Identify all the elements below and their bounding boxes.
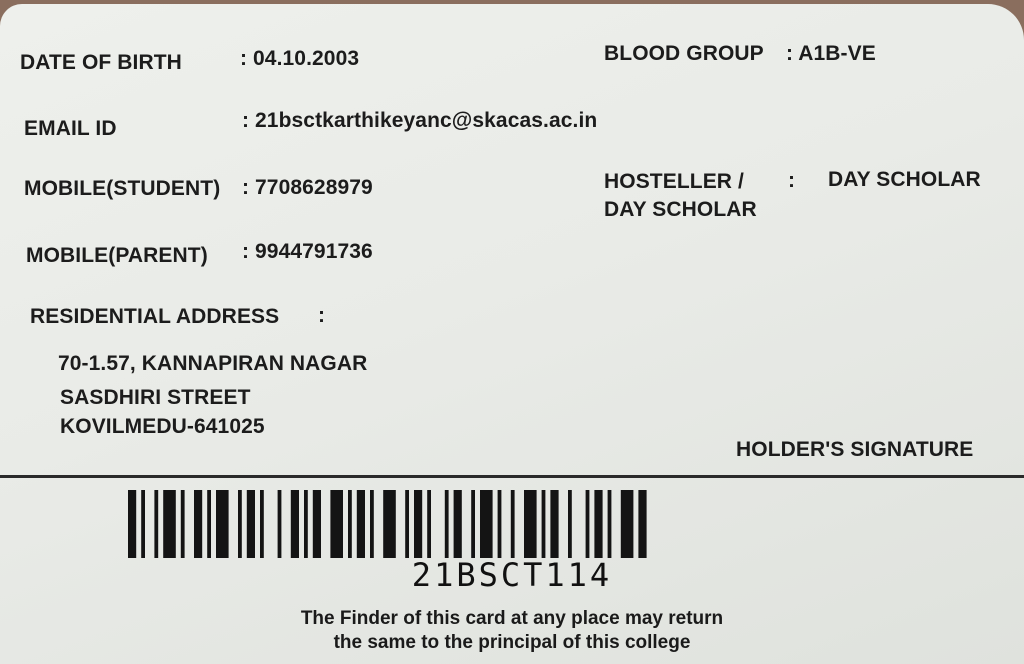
barcode-bar	[621, 490, 634, 558]
barcode-bar	[304, 490, 308, 558]
address-label: RESIDENTIAL ADDRESS	[30, 305, 280, 328]
barcode-bar	[194, 490, 202, 558]
address-colon: :	[318, 304, 326, 327]
barcode	[128, 490, 908, 558]
email-value: : 21bsctkarthikeyanc@skacas.ac.in	[242, 109, 598, 132]
hosteller-colon: :	[788, 169, 796, 192]
finder-notice-line2: the same to the principal of this college	[333, 632, 691, 653]
email-label: EMAIL ID	[24, 117, 117, 140]
id-card-back	[0, 4, 1024, 664]
barcode-bar	[278, 490, 282, 558]
barcode-bar	[550, 490, 558, 558]
barcode-bar	[238, 490, 242, 558]
blood-group-label: BLOOD GROUP	[604, 42, 764, 65]
hosteller-value: DAY SCHOLAR	[828, 168, 981, 191]
barcode-bar	[128, 490, 136, 558]
barcode-bar	[260, 490, 264, 558]
barcode-bar	[480, 490, 493, 558]
barcode-bar	[638, 490, 646, 558]
barcode-bar	[405, 490, 409, 558]
barcode-bar	[608, 490, 612, 558]
divider-line	[0, 475, 1024, 478]
barcode-bar	[247, 490, 255, 558]
barcode-bar	[348, 490, 352, 558]
barcode-bar	[313, 490, 321, 558]
barcode-bar	[141, 490, 145, 558]
barcode-bar	[414, 490, 422, 558]
barcode-bar	[357, 490, 365, 558]
barcode-bar	[471, 490, 475, 558]
barcode-bar	[568, 490, 572, 558]
mobile-parent-value: : 9944791736	[242, 240, 373, 263]
barcode-bar	[207, 490, 211, 558]
barcode-bar	[454, 490, 462, 558]
barcode-bar	[445, 490, 449, 558]
barcode-bar	[427, 490, 431, 558]
barcode-bar	[383, 490, 396, 558]
mobile-parent-label: MOBILE(PARENT)	[26, 244, 208, 267]
barcode-bar	[154, 490, 158, 558]
barcode-number: 21BSCT114	[411, 556, 613, 594]
barcode-bar	[330, 490, 343, 558]
holder-signature-label: HOLDER'S SIGNATURE	[736, 438, 974, 461]
barcode-bar	[370, 490, 374, 558]
address-line: SASDHIRI STREET	[60, 386, 251, 409]
dob-value: : 04.10.2003	[240, 47, 360, 70]
barcode-bar	[524, 490, 537, 558]
barcode-bar	[216, 490, 229, 558]
hosteller-label-line2: DAY SCHOLAR	[604, 198, 757, 221]
barcode-bar	[498, 490, 502, 558]
blood-group-value: : A1B-VE	[786, 42, 876, 65]
hosteller-label-line1: HOSTELLER /	[604, 170, 744, 193]
barcode-bar	[181, 490, 185, 558]
barcode-bar	[291, 490, 299, 558]
barcode-bar	[511, 490, 515, 558]
barcode-bar	[594, 490, 602, 558]
barcode-bar	[542, 490, 546, 558]
address-line: KOVILMEDU-641025	[60, 415, 265, 438]
dob-label: DATE OF BIRTH	[20, 51, 182, 74]
finder-notice-line1: The Finder of this card at any place may return	[300, 608, 724, 629]
address-line: 70-1.57, KANNAPIRAN NAGAR	[58, 352, 368, 375]
barcode-bar	[586, 490, 590, 558]
mobile-student-value: : 7708628979	[242, 176, 373, 199]
barcode-bar	[163, 490, 176, 558]
mobile-student-label: MOBILE(STUDENT)	[24, 177, 221, 200]
